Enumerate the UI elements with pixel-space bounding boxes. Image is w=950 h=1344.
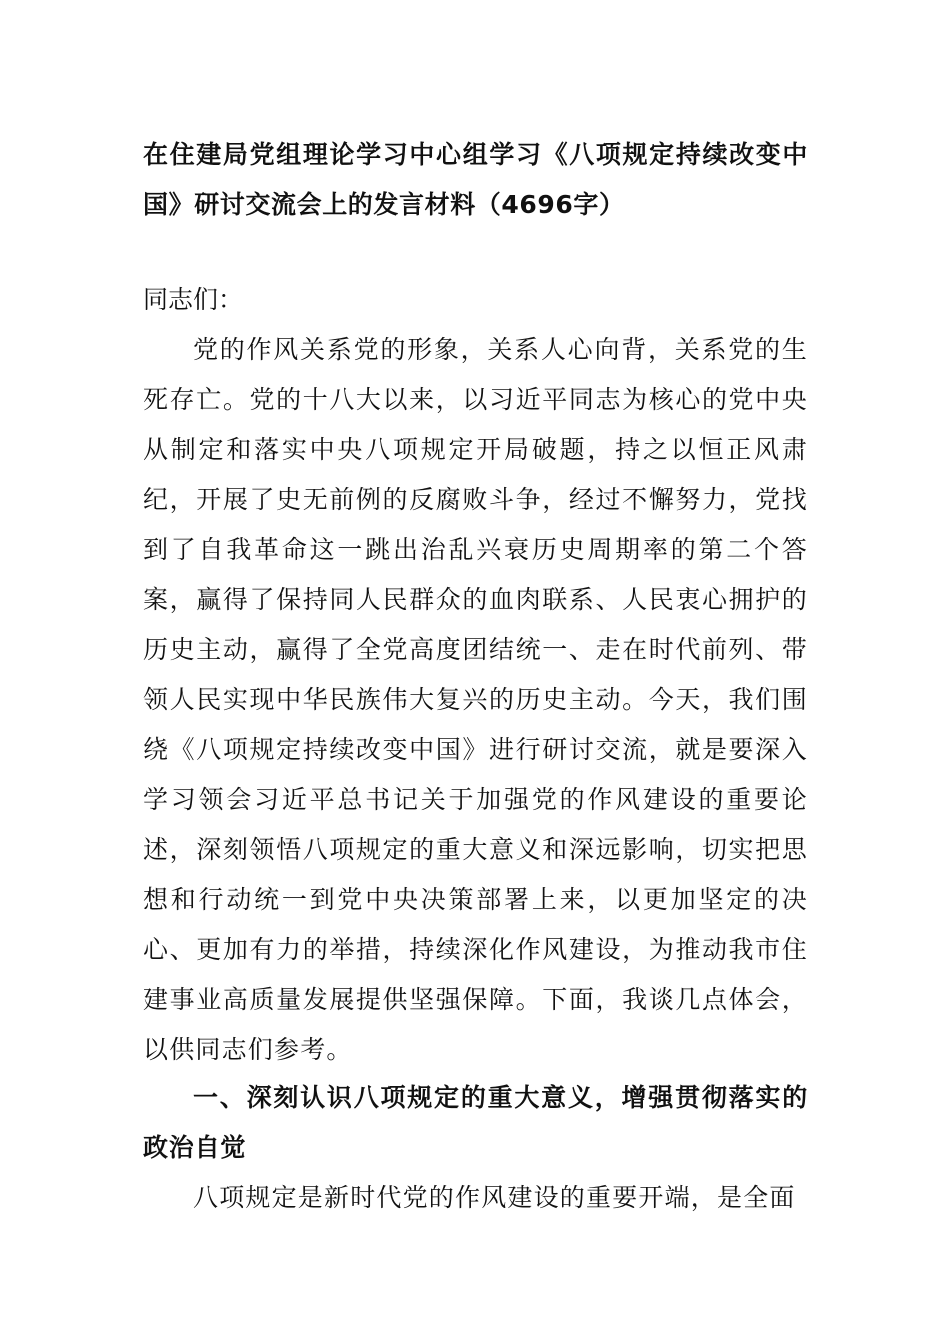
section-paragraph: 八项规定是新时代党的作风建设的重要开端，是全面: [193, 1183, 796, 1212]
body-paragraph: 党的作风关系党的形象，关系人心向背，关系党的生死存亡。党的十八大以来，以习近平同志为核心的党中央从制定和落实中央八项规定开局破题，持之以恒正风肃纪，开展了史无前例的反腐败斗争，经过不懈努力，党找到了自我革命这一跳出治乱兴衰历史周期率的第二个答案，赢得了保持同人民群众的血肉联系、人民衷心拥护的历史主动，赢得了全党高度团结统一、走在时代前列、带领人民实现中华民族伟大复兴的历史主动。今天，我们围绕《八项规定持续改变中国》进行研讨交流，就是要深入学习领会习近平总书记关于加强党的作风建设的重要论述，深刻领悟八项规定的重大意义和深远影响，切实把思想和行动统一到党中央决策部署上来，以更加坚定的决心、更加有力的举措，持续深化作风建设，为推动我市住建事业高质量发展提供坚强保障。下面，我谈几点体会，以供同志们参考。: [143, 335, 808, 1064]
document-title: 在住建局党组理论学习中心组学习《八项规定持续改变中国》研讨交流会上的发言材料（4696字）: [143, 140, 808, 219]
section-heading: 一、深刻认识八项规定的重大意义，增强贯彻落实的政治自觉: [143, 1083, 808, 1162]
salutation: 同志们：: [143, 285, 244, 314]
